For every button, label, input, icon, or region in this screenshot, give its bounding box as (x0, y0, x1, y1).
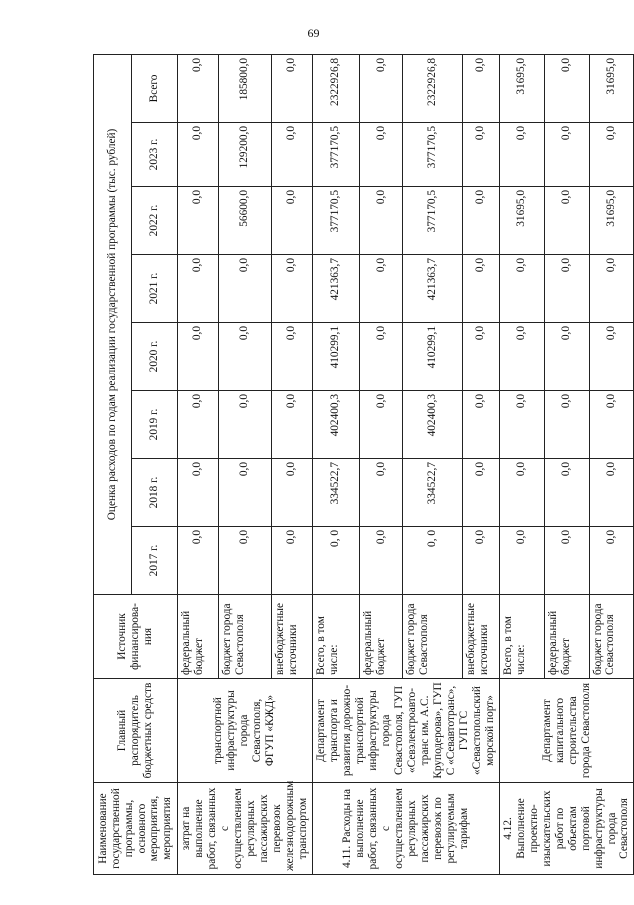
table-row (499, 54, 544, 874)
year-value-cell: 0,0 (218, 323, 271, 391)
year-value-cell: 0,0 (360, 527, 403, 595)
year-value-cell: 0, 0 (312, 527, 359, 595)
year-value-cell: 0,0 (271, 527, 312, 595)
funding-source: бюджет города Севастополя (589, 595, 634, 679)
total-cell: 31695,0 (499, 54, 544, 122)
year-value-cell: 0,0 (463, 123, 500, 187)
year-value-cell: 0,0 (589, 391, 634, 459)
funding-source: бюджет города Севастополя (403, 595, 463, 679)
year-value-cell: 421363,7 (403, 255, 463, 323)
year-header: 2019 г. (132, 391, 178, 459)
year-value-cell: 0,0 (360, 123, 403, 187)
total-cell: 185800,0 (218, 54, 271, 122)
year-value-cell: 410299,1 (403, 323, 463, 391)
year-value-cell: 402400,3 (312, 391, 359, 459)
year-value-cell: 0,0 (271, 391, 312, 459)
year-value-cell: 0,0 (178, 459, 219, 527)
year-value-cell: 0,0 (544, 187, 589, 255)
year-value-cell: 0,0 (463, 459, 500, 527)
year-value-cell: 0,0 (499, 255, 544, 323)
year-value-cell: 0,0 (544, 123, 589, 187)
year-value-cell: 410299,1 (312, 323, 359, 391)
funding-source: внебюджетные источники (271, 595, 312, 679)
year-value-cell: 0,0 (544, 391, 589, 459)
year-header: 2017 г. (132, 527, 178, 595)
year-value-cell: 0,0 (499, 123, 544, 187)
year-value-cell: 0,0 (178, 323, 219, 391)
year-value-cell: 377170,5 (312, 187, 359, 255)
year-value-cell: 377170,5 (312, 123, 359, 187)
year-value-cell: 0,0 (544, 255, 589, 323)
funding-source: федеральный бюджет (178, 595, 219, 679)
table-container (93, 55, 631, 875)
year-value-cell: 0,0 (499, 527, 544, 595)
total-cell: 0,0 (178, 54, 219, 122)
year-value-cell: 0,0 (271, 255, 312, 323)
year-header: 2023 г. (132, 123, 178, 187)
year-value-cell: 0,0 (463, 391, 500, 459)
year-value-cell: 334522,7 (403, 459, 463, 527)
total-cell: 2322926,8 (312, 54, 359, 122)
year-value-cell: 0,0 (544, 459, 589, 527)
total-header: Всего (132, 54, 178, 122)
year-value-cell: 0,0 (544, 527, 589, 595)
total-cell: 2322926,8 (403, 54, 463, 122)
year-header: 2020 г. (132, 323, 178, 391)
measure-name: 4.12. Выполнение проектно-изыскательских работ по объектам портовой инфраструктуры города Севастополя (499, 783, 634, 875)
year-value-cell: 0,0 (178, 187, 219, 255)
year-value-cell: 31695,0 (589, 187, 634, 255)
year-value-cell: 0,0 (360, 323, 403, 391)
year-value-cell: 0,0 (271, 187, 312, 255)
year-value-cell: 0,0 (218, 391, 271, 459)
total-cell: 0,0 (271, 54, 312, 122)
total-cell: 31695,0 (589, 54, 634, 122)
year-value-cell: 0,0 (360, 187, 403, 255)
year-value-cell: 0,0 (463, 323, 500, 391)
year-value-cell: 0,0 (360, 391, 403, 459)
year-value-cell: 0,0 (218, 459, 271, 527)
table-row (178, 54, 219, 874)
funding-source: Всего, в том числе: (312, 595, 359, 679)
year-value-cell: 0,0 (463, 255, 500, 323)
year-value-cell: 0,0 (499, 323, 544, 391)
funding-source: бюджет города Севастополя (218, 595, 271, 679)
year-value-cell: 0,0 (178, 123, 219, 187)
funding-source: Всего, в том числе: (499, 595, 544, 679)
year-value-cell: 0,0 (589, 459, 634, 527)
page-number: 69 (307, 26, 320, 40)
year-value-cell: 0,0 (218, 527, 271, 595)
year-value-cell: 0,0 (178, 527, 219, 595)
measure-name: затрат на выполнение работ, связанных с осуществлением регулярных пассажирских перевозок железнодорожным транспортом (178, 783, 313, 875)
header-source: Источник финансирова-ния (94, 595, 178, 679)
year-value-cell: 0,0 (178, 255, 219, 323)
year-header: 2018 г. (132, 459, 178, 527)
rotated-page (93, 55, 631, 875)
total-cell: 0,0 (544, 54, 589, 122)
year-value-cell: 31695,0 (499, 187, 544, 255)
total-cell: 0,0 (360, 54, 403, 122)
expense-table (93, 54, 634, 875)
year-value-cell: 0,0 (589, 527, 634, 595)
funding-source: внебюджетные источники (463, 595, 500, 679)
header-estimate: Оценка расходов по годам реализации государственной программы (тыс. рублей) (94, 54, 132, 594)
year-value-cell: 0,0 (589, 323, 634, 391)
year-value-cell: 0,0 (463, 527, 500, 595)
year-value-cell: 0,0 (271, 123, 312, 187)
table-row (312, 54, 359, 874)
year-value-cell: 0,0 (218, 255, 271, 323)
year-value-cell: 0,0 (499, 391, 544, 459)
year-value-cell: 0, 0 (403, 527, 463, 595)
budget-administrator: Департамент капитального строительства города Севастополя (499, 679, 634, 783)
year-header: 2021 г. (132, 255, 178, 323)
year-value-cell: 0,0 (360, 255, 403, 323)
year-value-cell: 402400,3 (403, 391, 463, 459)
budget-administrator: транспортной инфраструктуры города Севастополя, ФГУП «КЖД» (178, 679, 313, 783)
year-value-cell: 129200,0 (218, 123, 271, 187)
header-name: Наименование государственной программы, основного мероприятия, мероприятия (94, 783, 178, 875)
year-value-cell: 377170,5 (403, 187, 463, 255)
year-value-cell: 0,0 (271, 323, 312, 391)
year-value-cell: 0,0 (463, 187, 500, 255)
year-value-cell: 0,0 (544, 323, 589, 391)
year-header: 2022 г. (132, 187, 178, 255)
year-value-cell: 377170,5 (403, 123, 463, 187)
year-value-cell: 0,0 (499, 459, 544, 527)
year-value-cell: 0,0 (360, 459, 403, 527)
year-value-cell: 0,0 (589, 255, 634, 323)
budget-administrator: Департамент транспорта и развития дорожно-транспортной инфраструктуры города Севастополя, ГУП «Севэлектроавто-транс им. А.С. Круподерова», ГУП С «Севавтотранс», ГУП ГС «Севастопольский морской порт» (312, 679, 499, 783)
year-value-cell: 0,0 (589, 123, 634, 187)
table-body (178, 54, 634, 874)
total-cell: 0,0 (463, 54, 500, 122)
year-value-cell: 0,0 (271, 459, 312, 527)
year-value-cell: 334522,7 (312, 459, 359, 527)
measure-name: 4.11. Расходы на выполнение работ, связанных с осуществлением регулярных пассажирских перевозок по регулируемым тарифам (312, 783, 499, 875)
header-admin: Главный распорядитель бюджетных средств (94, 679, 178, 783)
year-value-cell: 421363,7 (312, 255, 359, 323)
year-value-cell: 56600,0 (218, 187, 271, 255)
funding-source: федеральный бюджет (360, 595, 403, 679)
year-value-cell: 0,0 (178, 391, 219, 459)
funding-source: федеральный бюджет (544, 595, 589, 679)
